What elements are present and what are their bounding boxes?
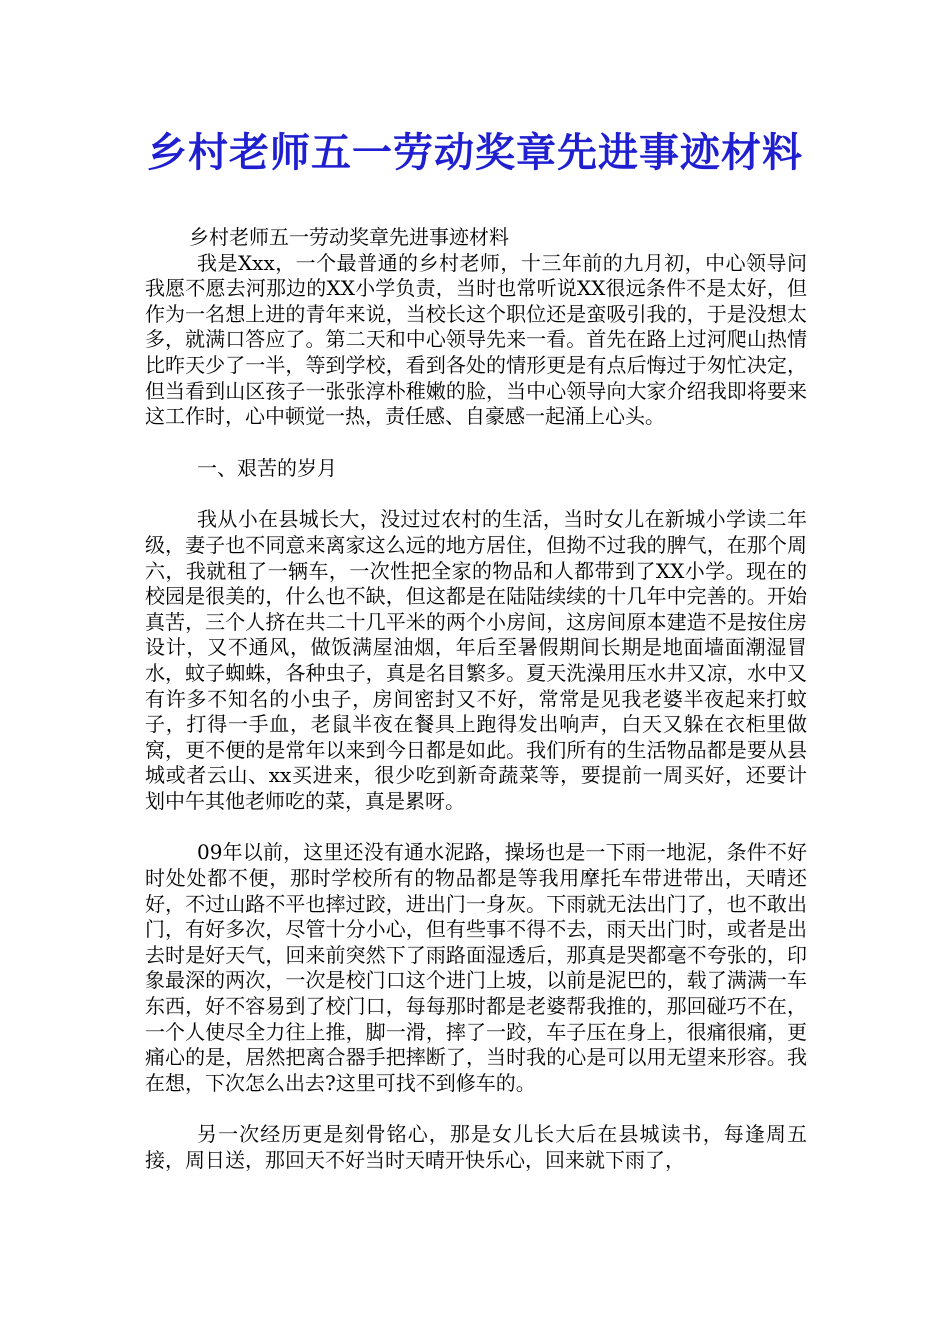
document-subtitle: 乡村老师五一劳动奖章先进事迹材料: [189, 225, 509, 249]
paragraph-another: 另一次经历更是刻骨铭心，那是女儿长大后在县城读书，每逢周五接，周日送，那回天不好当时天晴开快乐心，回来就下雨了，: [145, 1122, 807, 1172]
section-heading: 一、艰苦的岁月: [197, 455, 337, 480]
paragraph-road: 09年以前，这里还没有通水泥路，操场也是一下雨一地泥，条件不好时处处都不便，那时学校所有的物品都是等我用摩托车带进带出，天晴还好，不过山路不平也摔过跤，进出门一身灰。下雨就无法出门了，也不敢出门，有好多次，尽管十分小心，但有些事不得不去，雨天出门时，或者是出去时是好天气，回来前突然下了雨路面湿透后，那真是哭都毫不夸张的，印象最深的两次，一次是校门口这个进门上坡，以前是泥巴的，载了满满一车东西，好不容易到了校门口，每每那时都是老婆帮我推的，那回碰巧不在，一个人使尽全力往上推，脚一滑，摔了一跤，车子压在身上，很痛很痛，更痛心的是，居然把离合器手把摔断了，当时我的心是可以用无望来形容。我在想，下次怎么出去?这里可找不到修车的。: [145, 840, 807, 1095]
document-title: 乡村老师五一劳动奖章先进事迹材料: [147, 130, 803, 176]
paragraph-hardship: 我从小在县城长大，没过过农村的生活，当时女儿在新城小学读二年级，妻子也不同意来离家这么远的地方居住，但拗不过我的脾气，在那个周六，我就租了一辆车，一次性把全家的物品和人都带到了XX小学。现在的校园是很美的，什么也不缺，但这都是在陆陆续续的十几年中完善的。开始真苦，三个人挤在共二十几平米的两个小房间，这房间原本建造不是按住房设计，又不通风，做饭满屋油烟，年后至暑假期间长期是地面墙面潮湿冒水，蚊子蜘蛛，各种虫子，真是名目繁多。夏天洗澡用压水井又凉，水中又有许多不知名的小虫子，房间密封又不好，常常是见我老婆半夜起来打蚊子，打得一手血，老鼠半夜在餐具上跑得发出响声，白天又躲在衣柜里做窝，更不便的是常年以来到今日都是如此。我们所有的生活物品都是要从县城或者云山、xx买进来，很少吃到新奇蔬菜等，要提前一周买好，还要计划中午其他老师吃的菜，真是累呀。: [145, 507, 807, 813]
document-body: [145, 225, 807, 1174]
paragraph-intro: 我是Xxx，一个最普通的乡村老师，十三年前的九月初，中心领导问我愿不愿去河那边的XX小学负责，当时也常听说XX很远条件不是太好，但作为一名想上进的青年来说，当校长这个职位还是蛮吸引我的，于是没想太多，就满口答应了。第二天和中心领导先来一看。首先在路上过河爬山热情比昨天少了一半，等到学校，看到各处的情形更是有点后悔过于匆忙决定，但当看到山区孩子一张张淳朴稚嫩的脸，当中心领导向大家介绍我即将要来这工作时，心中顿觉一热，责任感、自豪感一起涌上心头。: [145, 250, 807, 429]
